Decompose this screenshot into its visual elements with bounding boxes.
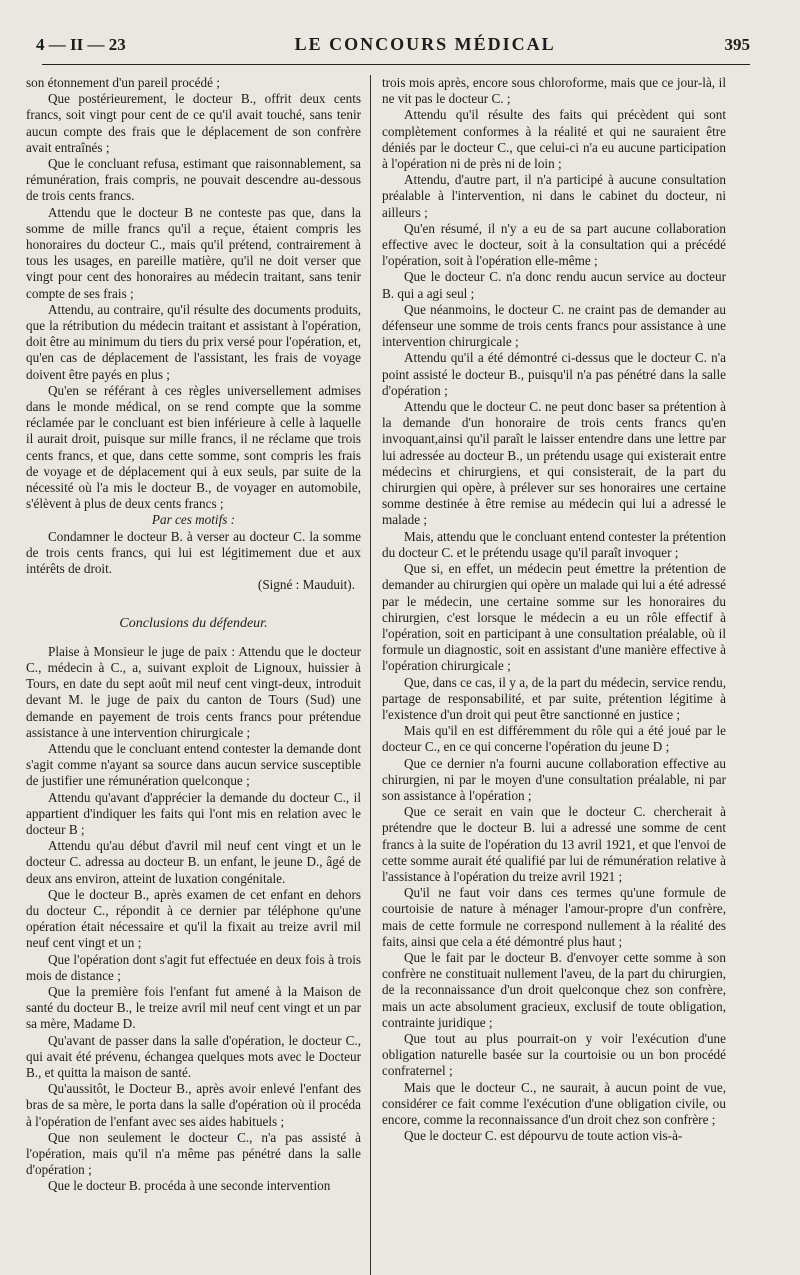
paragraph: Que le docteur C. n'a donc rendu aucun service au docteur B. qui a agi seul ; (382, 269, 726, 301)
signature: (Signé : Mauduit). (257, 577, 355, 593)
paragraph: Attendu qu'il a été démontré ci-dessus que le docteur C. n'a point assisté le docteur B., puisqu'il n'a pas pénétré dans la salle d'opération ; (382, 350, 726, 398)
page-number: 395 (724, 35, 750, 54)
paragraph: Qu'en se référant à ces règles universellement admises dans le monde médical, on se rend compte que la somme réclamée par le concluant est bien inférieure à celle à laquelle il aurait droit, puisque sur mille francs, il ne réclame que trois cents francs, et que, dans cette somme, sont compris les frais de voyage et de déplacement qui à eux seuls, par suite de la nécessité où l'a mis le docteur B., de voyager en automobile, s'élèvent à plus de deux cents francs ; (26, 382, 361, 512)
paragraph: Attendu qu'avant d'apprécier la demande du docteur C., il appartient d'indiquer les faits qui l'ont mis en relation avec le docteur B ; (26, 789, 361, 837)
paragraph: Que ce dernier n'a fourni aucune collaboration effective au chirurgien, ni par le moyen d'une consultation préalable, ni par son assistance à l'opération ; (382, 755, 726, 803)
text-columns (22, 75, 784, 1275)
paragraph: Que tout au plus pourrait-on y voir l'exécution d'une obligation naturelle basée sur la courtoisie ou un bon procédé confraternel ; (382, 1030, 726, 1079)
paragraph: Que ce serait en vain que le docteur C. chercherait à prétendre que le docteur B. lui a adressé une somme de cent francs à la suite de l'opération du 13 avril 1921, et que l'envoi de cette somme aurait été qualifié par lui de rémunération relative à l'assistance à l'opération du treize avril 1921 ; (382, 804, 726, 884)
header-rule (42, 64, 750, 65)
paragraph: Que le docteur B., après examen de cet enfant en dehors du docteur C., répondit à ce dernier par téléphone qu'une opération était nécessaire et qu'il la fixait au treize avril mil neuf cent vingt et un ; (26, 886, 361, 951)
paragraph: Que non seulement le docteur C., n'a pas assisté à l'opération, mais qu'il n'a même pas pénétré dans la salle d'opération ; (26, 1129, 361, 1178)
paragraph: Que le docteur B. procéda à une seconde intervention (48, 1178, 331, 1194)
paragraph: Que le concluant refusa, estimant que raisonnablement, sa rémunération, frais compris, ne pouvait descendre au-dessous de trois cents francs. (26, 156, 361, 204)
paragraph: Qu'avant de passer dans la salle d'opération, le docteur C., qui avait été prévenu, échangea quelques mots avec le Docteur B., et quitta la maison de santé. (26, 1032, 361, 1080)
section-heading: Conclusions du défendeur. (119, 615, 268, 631)
page-header (22, 34, 784, 64)
paragraph: Mais, attendu que le concluant entend contester la prétention du docteur C. et le prétendu usage qu'il paraît invoquer ; (382, 528, 726, 560)
paragraph: Qu'aussitôt, le Docteur B., après avoir enlevé l'enfant des bras de sa mère, le porta dans la salle d'opération où il procéda à l'opération de l'enfant avec ses aides habituels ; (26, 1081, 361, 1129)
paragraph: Qu'il ne faut voir dans ces termes qu'une formule de courtoisie de nature à ménager l'amour-propre d'un confrère, mais de cette formule ne correspond nullement à la réalité des faits, ainsi que cela a été démontré plus haut ; (382, 885, 726, 949)
paragraph: Attendu que le concluant entend contester la demande dont s'agit comme n'ayant sa source dans aucun service susceptible de justifier une rémunération quelconque ; (26, 740, 361, 789)
paragraph: Attendu, au contraire, qu'il résulte des documents produits, que la rétribution du médecin traitant et assistant à l'opération, doit être au minimum du tiers du prix versé pour l'opération, et, qu'en cas de déplacement de l'assistant, les frais de voyage doivent être payés en plus ; (26, 301, 361, 382)
paragraph: Que l'opération dont s'agit fut effectuée en deux fois à trois mois de distance ; (26, 951, 361, 983)
journal-title: LE CONCOURS MÉDICAL (294, 34, 556, 54)
paragraph: Qu'en résumé, il n'y a eu de sa part aucune collaboration effective avec le docteur, soit à la consultation qui a précédé l'opération, soit à l'opération elle-même ; (382, 220, 726, 269)
left-column (22, 75, 370, 1275)
paragraph: Attendu que le docteur B ne conteste pas que, dans la somme de mille francs qu'il a reçue, étaient compris les honoraires du docteur C., mais qu'il prétend, contrairement à tous les usages, en pareille matière, qu'il ne doit verser que vingt pour cent des honoraires au médecin traitant, sans tenir compte de ses frais ; (26, 204, 361, 301)
paragraph: Plaise à Monsieur le juge de paix : Attendu que le docteur C., médecin à C., a, suivant exploit de Lignoux, huissier à Tours, en date du sept août mil neuf cent vingt-deux, introduit devant M. le juge de paix du canton de Tours (Sud) une demande en payement de trois cents francs pour prétendue assistance à une intervention chirurgicale ; (26, 643, 361, 740)
issue-date: 4 — II — 23 (36, 35, 126, 54)
paragraph: Que néanmoins, le docteur C. ne craint pas de demander au défenseur une somme de trois cents francs pour assistance à une intervention chirurgicale ; (382, 301, 726, 350)
paragraph: Que le docteur C. est dépourvu de toute action vis-à- (404, 1128, 683, 1144)
paragraph: trois mois après, encore sous chloroforme, mais que ce jour-là, il ne vit pas le docteur C. ; (382, 75, 726, 107)
paragraph: Que si, en effet, un médecin peut émettre la prétention de demander au chirurgien qui opère un malade qui lui a été adressé par le médecin, une certaine somme sur les honoraires du chirurgien, c'est lorsque le médecin a eu un rôle effectif à l'opération, soit en participant à une consultation préalable, où il formule un diagnostic, soit en assistant d'une manière effective à l'opération chirurgicale ; (382, 561, 726, 674)
paragraph: Attendu que le docteur C. ne peut donc baser sa prétention à la demande d'un honoraire de trois cents francs qu'en invoquant,ainsi qu'il paraît le laisser entendre dans une lettre par lui adressée au docteur B., un prétendu usage qui existerait entre médecins et chirurgiens, et qui consisterait, de la part du chirurgien qui opère, à prélever sur ses honoraires une certaine somme destinée à être remise au médecin qui lui a adressé le malade ; (382, 399, 726, 528)
paragraph: Que postérieurement, le docteur B., offrit deux cents francs, soit vingt pour cent de ce qu'il avait touché, sans tenir aucun compte des frais que le déplacement de son confrère avait entraînés ; (26, 91, 361, 155)
paragraph: Attendu qu'au début d'avril mil neuf cent vingt et un le docteur C. adressa au docteur B. un enfant, le jeune D., âgé de deux ans environ, atteint de luxation congénitale. (26, 838, 361, 886)
right-column (370, 75, 726, 1275)
paragraph: Que le fait par le docteur B. d'envoyer cette somme à son confrère ne constituait nullement l'aveu, de la part du chirurgien, de la reconnaissance d'un droit quelconque chez son confrère, mais un acte absolument gracieux, exclusif de toute obligation, contrainte juridique ; (382, 949, 726, 1030)
paragraph: Attendu, d'autre part, il n'a participé à aucune consultation préalable à l'intervention, ni dans le cabinet du docteur, ni ailleurs ; (382, 172, 726, 220)
paragraph: Mais qu'il en est différemment du rôle qui a été joué par le docteur C., en ce qui concerne l'opération du jeune D ; (382, 723, 726, 755)
paragraph: Attendu qu'il résulte des faits qui précèdent qui sont complètement conformes à la réalité et qui ne sauraient être déniés par le docteur C., que celui-ci n'a eu aucune participation à l'opération ni de près ni de loin ; (382, 107, 726, 172)
paragraph: Que, dans ce cas, il y a, de la part du médecin, service rendu, partage de responsabilité, et par suite, prétention légitime à l'existence d'un droit qui peut être sanctionné en justice ; (382, 674, 726, 722)
paragraph: Que la première fois l'enfant fut amené à la Maison de santé du docteur B., le treize avril mil neuf cent vingt et un par sa mère, Madame D. (26, 983, 361, 1032)
paragraph: son étonnement d'un pareil procédé ; (26, 75, 220, 90)
paragraph: Condamner le docteur B. à verser au docteur C. la somme de trois cents francs, qui lui est légitimement due et aux intérêts de droit. (26, 528, 361, 577)
paragraph: Mais que le docteur C., ne saurait, à aucun point de vue, considérer ce fait comme l'exécution d'une obligation civile, ou encore, comme la reconnaissance d'un droit chez son confrère ; (382, 1079, 726, 1127)
motifs-line: Par ces motifs : (151, 512, 236, 528)
